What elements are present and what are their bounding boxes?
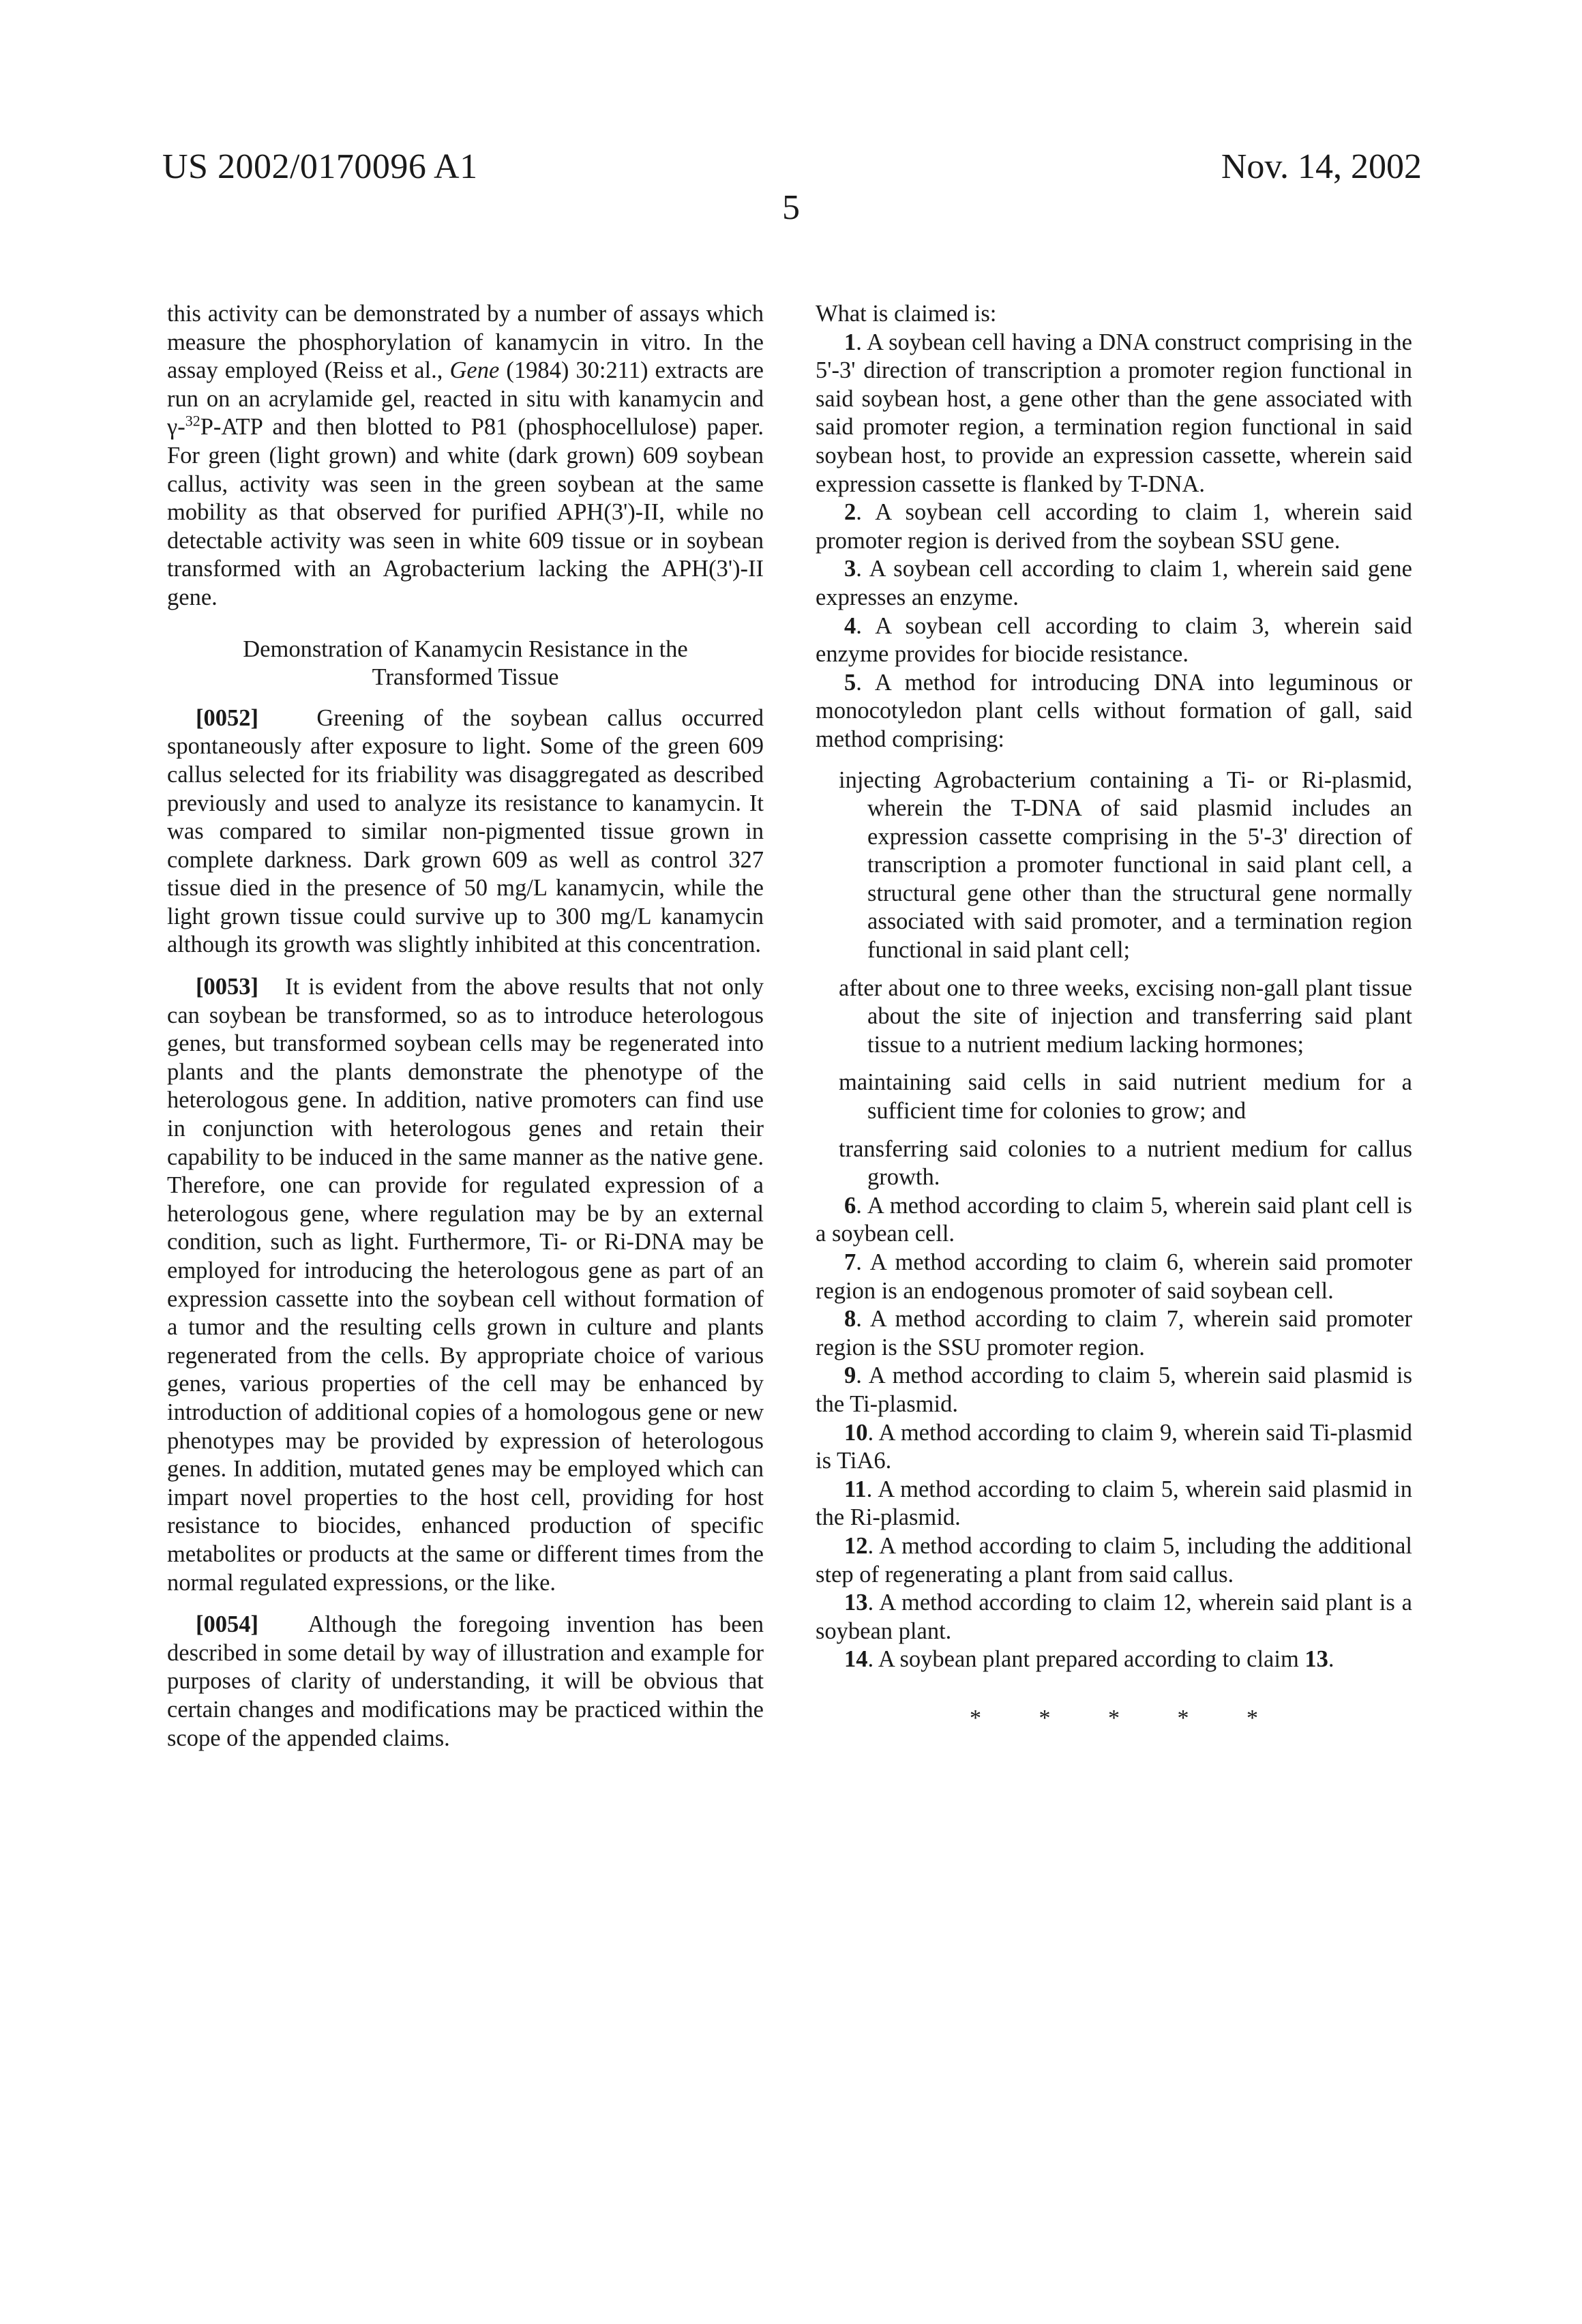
page-header bbox=[0, 147, 1582, 242]
claim-13 bbox=[816, 1589, 1412, 1645]
claim-9 bbox=[816, 1362, 1412, 1418]
method-step-2: after about one to three weeks, excising non-gall plant tissue about the site of injection and transferring said plant tissue to a nutrient medium lacking hormones; bbox=[816, 974, 1412, 1060]
claim-number: 2 bbox=[844, 499, 856, 525]
claim-4 bbox=[816, 612, 1412, 669]
method-step-1: injecting Agrobacterium containing a Ti- or Ri-plasmid, wherein the T-DNA of said plasmid includes an expression cassette comprising in the 5'-3' direction of transcription a promoter functional in said plant cell, a structural gene other than the structural gene normally associated with said promoter, and a termination region functional in said plant cell; bbox=[816, 766, 1412, 965]
paragraph-number: [0052] bbox=[196, 705, 258, 731]
claim-number: 9 bbox=[844, 1362, 856, 1388]
claim-number: 10 bbox=[844, 1420, 868, 1446]
claim-number: 12 bbox=[844, 1533, 868, 1559]
claim-number: 13 bbox=[844, 1590, 868, 1615]
isotope-superscript: 32 bbox=[185, 413, 200, 430]
paragraph-0054 bbox=[167, 1611, 764, 1753]
left-column bbox=[167, 300, 764, 1753]
claim-11 bbox=[816, 1476, 1412, 1532]
claim-text: . A soybean cell according to claim 3, wherein said enzyme provides for biocide resistance. bbox=[816, 613, 1412, 668]
paragraph-0053 bbox=[167, 973, 764, 1597]
journal-name: Gene bbox=[449, 357, 499, 383]
claim-6 bbox=[816, 1192, 1412, 1249]
claim-number: 6 bbox=[844, 1193, 856, 1219]
claim-end: . bbox=[1328, 1646, 1334, 1672]
claim-text: . A method according to claim 5, wherein said plasmid in the Ri-plasmid. bbox=[816, 1476, 1412, 1531]
paragraph-text: It is evident from the above results that not only can soybean be transformed, so as to introduce heterologous genes, but transformed soybean cells may be regenerated into plants and the plants demonstrate the phenotype of the heterologous gene. In addition, native promoters can find use in conjunction with heterologous genes and retain their capability to be induced in the same manner as the native gene. Therefore, one can provide for regulated expression of a heterologous gene, where regulation may be by an external condition, such as light. Furthermore, Ti- or Ri-DNA may be employed for introducing the heterologous gene as part of an expression cassette into the soybean cell without formation of a tumor and the resulting cells grown in culture and plants regenerated from the cells. By appropriate choice of various genes, various properties of the cell may be enhanced by introduction of additional copies of a homologous gene or new phenotypes may be provided by expression of heterologous genes. In addition, mutated genes may be employed which can impart novel properties to the host cell, providing for host resistance to biocides, enhanced production of specific metabolites or products at the same or different times from the normal regulated expressions, or the like. bbox=[167, 974, 764, 1595]
continuation-text-2: (1984) 30:211) extracts are run on an acrylamide gel, reacted in situ with kanamycin and γ- bbox=[167, 357, 764, 440]
claim-10 bbox=[816, 1419, 1412, 1476]
claim-2 bbox=[816, 498, 1412, 555]
method-step-4: transferring said colonies to a nutrient medium for callus growth. bbox=[816, 1135, 1412, 1192]
claim-text: . A soybean plant prepared according to claim bbox=[868, 1646, 1305, 1672]
paragraph-number: [0053] bbox=[196, 974, 258, 1000]
claim-8 bbox=[816, 1305, 1412, 1362]
patent-page bbox=[0, 0, 1582, 2324]
claim-number: 5 bbox=[844, 670, 856, 696]
claim-text: . A soybean cell having a DNA construct comprising in the 5'-3' direction of transcription a promoter region functional in said soybean host, a gene other than the gene associated with said promoter region, a termination region functional in said soybean host, to provide an expression cassette, wherein said expression cassette is flanked by T-DNA. bbox=[816, 329, 1412, 497]
claim-text: . A method according to claim 6, wherein said promoter region is an endogenous promoter of said soybean cell. bbox=[816, 1249, 1412, 1304]
claim-number: 7 bbox=[844, 1249, 856, 1275]
claims-intro: What is claimed is: bbox=[816, 300, 1412, 329]
claim-12 bbox=[816, 1532, 1412, 1589]
claim-text: . A method according to claim 9, wherein said Ti-plasmid is TiA6. bbox=[816, 1420, 1412, 1474]
claim-text: . A method according to claim 5, including the additional step of regenerating a plant from said callus. bbox=[816, 1533, 1412, 1588]
claim-number: 11 bbox=[844, 1476, 867, 1502]
publication-number: US 2002/0170096 A1 bbox=[162, 147, 478, 187]
claim-number: 1 bbox=[844, 329, 856, 355]
claim-text: . A method according to claim 12, wherein said plant is a soybean plant. bbox=[816, 1590, 1412, 1644]
paragraph-0052 bbox=[167, 704, 764, 959]
method-step-3: maintaining said cells in said nutrient medium for a sufficient time for colonies to grow; and bbox=[816, 1069, 1412, 1125]
paragraph-number: [0054] bbox=[196, 1611, 258, 1637]
claim-7 bbox=[816, 1249, 1412, 1305]
claim-reference: 13 bbox=[1304, 1646, 1328, 1672]
claim-5 bbox=[816, 669, 1412, 754]
claim-number: 8 bbox=[844, 1306, 856, 1332]
continuation-text-3: P-ATP and then blotted to P81 (phosphocellulose) paper. For green (light grown) and white (dark grown) 609 soybean callus, activity was seen in the green soybean at the same mobility as that observed for purified APH(3')-II, while no detectable activity was seen in white 609 tissue or in soybean transformed with an Agrobacterium lacking the APH(3')-II gene. bbox=[167, 414, 764, 610]
section-heading: Demonstration of Kanamycin Resistance in the Transformed Tissue bbox=[222, 636, 709, 692]
continuation-text-1: this activity can be demonstrated by a number of assays which measure the phosphorylation of kanamycin in vitro. In the assay employed (Reiss et al., bbox=[167, 301, 764, 383]
claim-text: . A method according to claim 5, wherein said plasmid is the Ti-plasmid. bbox=[816, 1362, 1412, 1417]
right-column bbox=[816, 300, 1412, 1733]
paragraph-text: Although the foregoing invention has been described in some detail by way of illustration and example for purposes of clarity of understanding, it will be obvious that certain changes and modifications may be practiced within the scope of the appended claims. bbox=[167, 1611, 764, 1751]
claim-text: . A soybean cell according to claim 1, wherein said gene expresses an enzyme. bbox=[816, 556, 1412, 610]
claim-text: . A method according to claim 5, wherein said plant cell is a soybean cell. bbox=[816, 1193, 1412, 1247]
claim-text: . A soybean cell according to claim 1, wherein said promoter region is derived from the soybean SSU gene. bbox=[816, 499, 1412, 554]
claim-text: . A method for introducing DNA into leguminous or monocotyledon plant cells without formation of gall, said method comprising: bbox=[816, 670, 1412, 752]
continuation-paragraph bbox=[167, 300, 764, 612]
claim-number: 3 bbox=[844, 556, 856, 582]
claim-text: . A method according to claim 7, wherein said promoter region is the SSU promoter region. bbox=[816, 1306, 1412, 1360]
paragraph-text: Greening of the soybean callus occurred spontaneously after exposure to light. Some of the green 609 callus selected for its friability was disaggregated as described previously and used to analyze its resistance to kanamycin. It was compared to similar non-pigmented tissue grown in complete darkness. Dark grown 609 as well as control 327 tissue died in the presence of 50 mg/L kanamycin, while the light grown tissue could survive up to 300 mg/L kanamycin although its growth was slightly inhibited at this concentration. bbox=[167, 705, 764, 958]
claim-3 bbox=[816, 555, 1412, 612]
end-marker: * * * * * bbox=[816, 1704, 1412, 1733]
publication-date: Nov. 14, 2002 bbox=[1221, 147, 1422, 187]
claim-1 bbox=[816, 329, 1412, 499]
claim-number: 14 bbox=[844, 1646, 868, 1672]
page-number: 5 bbox=[0, 188, 1582, 228]
claim-number: 4 bbox=[844, 613, 856, 639]
claim-14 bbox=[816, 1645, 1412, 1674]
